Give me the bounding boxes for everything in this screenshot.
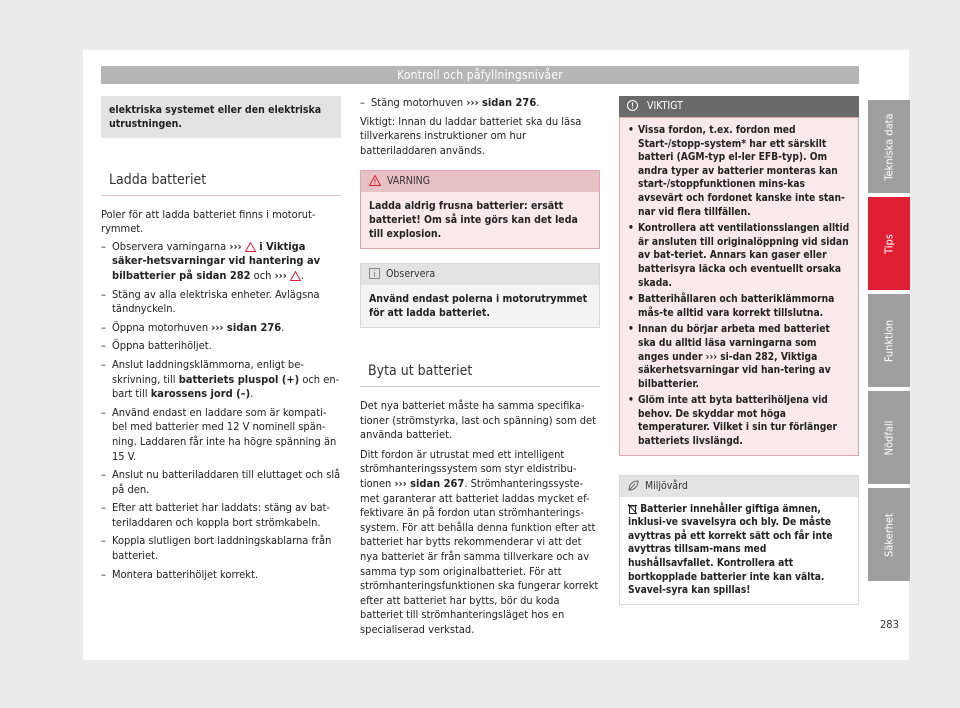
list-item: – Koppla slutligen bort laddningskablarna från batteriet.	[101, 534, 341, 563]
section-title-byta: Byta ut batteriet	[360, 356, 600, 387]
info-icon	[627, 100, 638, 111]
warning-icon	[245, 242, 256, 252]
viktigt-label: VIKTIGT	[647, 100, 683, 112]
miljo-label: Miljövård	[645, 479, 688, 492]
bullet-item: • Vissa fordon, t.ex. fordon med Start-/stopp-system* har ett särskilt batteri (AGM-typ el-ler EFB-typ). Om andra typer av batterier monteras kan start-/stoppfunktionen mins-kas avsevärt och fordonet kanske inte stan-nar vid flera tillfällen.	[628, 124, 850, 219]
column-2	[360, 96, 600, 637]
charge-steps	[101, 240, 341, 582]
tab-tekniska-data[interactable]: Tekniska data	[868, 100, 910, 193]
miljo-box	[619, 475, 859, 605]
lead-paragraph: Poler för att ladda batteriet finns i motorut-rymmet.	[101, 207, 316, 236]
leaf-icon	[628, 480, 639, 491]
tab-sakerhet[interactable]: Säkerhet	[868, 488, 910, 581]
warning-label: VARNING	[387, 175, 431, 188]
list-item: – Efter att batteriet har laddats: stäng av bat-teriladdaren och koppla bort strömkabeln.	[101, 501, 341, 530]
list-item: – Öppna batterihöljet.	[101, 339, 341, 354]
list-item: – Använd endast en laddare som är kompati-bel med batterier med 12 V nominell spän-ning. Laddaren får inte ha högre spänning än 15 V.	[101, 406, 341, 464]
warning-box	[360, 170, 600, 249]
column-3	[619, 96, 859, 605]
column-1	[101, 96, 341, 586]
tab-funktion[interactable]: Funktion	[868, 294, 910, 387]
list-item: – Stäng motorhuven ››› sidan 276.	[360, 96, 600, 111]
page-header: Kontroll och påfyllningsnivåer	[101, 66, 859, 84]
bullet-item: • Kontrollera att ventilationsslangen alltid är ansluten till originalöppning vid sidan av bat-teriet. Annars kan gaser eller batterisyra läcka och eventuellt orsaka skada.	[628, 222, 850, 290]
page-number: 283	[880, 618, 899, 631]
list-item: – Observera varningarna ››› i Viktiga säker-hetsvarningar vid hantering av bilbatterier på sidan 282 och ››› .	[101, 240, 341, 284]
list-item: – Stäng av alla elektriska enheter. Avlägsna tändnyckeln.	[101, 288, 341, 317]
warning-text: Ladda aldrig frusna batterier: ersätt batteriet! Om så inte görs kan det leda till explosion.	[361, 192, 599, 248]
tab-tips[interactable]: Tips	[868, 197, 910, 290]
paragraph: Det nya batteriet måste ha samma specifika-tioner (strömstyrka, last och spänning) som det använda batteriet.	[360, 398, 597, 442]
note-icon	[369, 268, 380, 279]
warning-icon	[290, 271, 301, 281]
trash-crossed-icon	[628, 504, 637, 514]
note-box	[360, 263, 600, 328]
section-title-ladda: Ladda batteriet	[101, 165, 341, 196]
list-item: – Anslut nu batteriladdaren till eluttaget och slå på den.	[101, 468, 341, 497]
list-item: – Montera batterihöljet korrekt.	[101, 568, 341, 583]
list-item: – Anslut laddningsklämmorna, enligt be-skrivning, till batteriets pluspol (+) och en-bart till karossens jord (–).	[101, 358, 341, 402]
intro-box: elektriska systemet eller den elektriska utrustningen.	[101, 96, 341, 138]
paragraph: Viktigt: Innan du laddar batteriet ska du läsa tillverkarens instruktioner om hur batteriladdaren används.	[360, 114, 582, 157]
bullet-item: • Innan du börjar arbeta med batteriet ska du alltid läsa varningarna som anges under ››› si-dan 282, Viktiga säkerhetsvarningar vid han-tering av bilbatterier.	[628, 323, 850, 391]
miljo-text: Batterier innehåller giftiga ämnen, inklusi-ve svavelsyra och bly. De måste avyttras på ett korrekt sätt och får inte avyttras tillsam-mans med hushållsavfallet. Kontrollera att bortkopplade batterier inte kan välta. Svavel-syra kan spillas!	[628, 503, 833, 597]
paragraph: Ditt fordon är utrustat med ett intelligent strömhanteringssystem som styr eldistribu-tionen ››› sidan 267. Strömhanteringssyste-met garanterar att batteriet laddas mycket ef-fektivare än på fordon utan strömhanterings-system. För att behålla denna funktion efter att batteriet har bytts rekommenderar vi att det nya batteriet är från samma tillverkare och av samma typ som originalbatteriet. För att strömhanteringsfunktionen ska fungerar korrekt efter att batteriet har bytts, bör du koda batteriet till strömhanteringsläget hos en specialiserad verkstad.	[360, 447, 599, 636]
tab-nodfall[interactable]: Nödfall	[868, 391, 910, 484]
warning-icon	[369, 175, 381, 186]
note-text: Använd endast polerna i motorutrymmet för att ladda batteriet.	[361, 285, 599, 327]
bullet-item: • Glöm inte att byta batterihöljena vid behov. De skyddar mot höga temperaturer. Vilket i sin tur förlänger batteriets livslängd.	[628, 394, 850, 448]
viktigt-box	[619, 96, 859, 456]
chapter-tabs	[868, 100, 910, 585]
list-item: – Öppna motorhuven ››› sidan 276.	[101, 321, 341, 336]
bullet-item: • Batterihållaren och batteriklämmorna mås-te alltid vara korrekt tillslutna.	[628, 293, 850, 320]
note-label: Observera	[386, 268, 436, 281]
